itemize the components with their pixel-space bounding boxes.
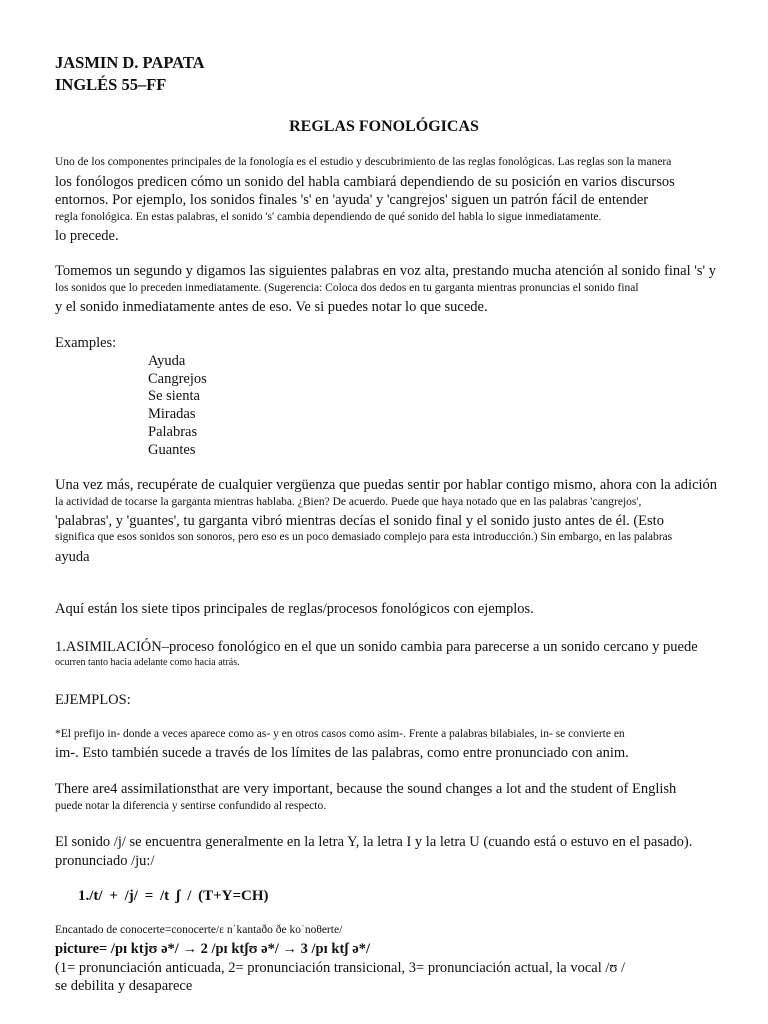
paragraph-1-line: entornos. Por ejemplo, los sonidos finales 's' en 'ayuda' y 'cangrejos' siguen un patrón fácil de entender bbox=[55, 192, 649, 208]
paragraph-3-line: significa que esos sonidos son sonoros, pero eso es un poco demasiado complejo para esta introducción.) Sin embargo, en las palabras bbox=[55, 531, 673, 543]
example-word: Guantes bbox=[148, 442, 196, 458]
pronunciation-note: (1= pronunciación anticuada, 2= pronunciación transicional, 3= pronunciación actual, la vocal /ʊ / bbox=[55, 960, 626, 976]
picture-example: picture= /pɪ ktjʊ ə*/ → 2 /pɪ ktʃʊ ə*/ → 3 /pɪ ktʃ ə*/ bbox=[55, 941, 371, 957]
paragraph-1-line: Uno de los componentes principales de la fonología es el estudio y descubrimiento de las reglas fonológicas. Las reglas son la manera bbox=[55, 156, 672, 168]
paragraph-2-line: Tomemos un segundo y digamos las siguientes palabras en voz alta, prestando mucha atención al sonido final 's' y bbox=[55, 263, 716, 279]
pronunciation-note: se debilita y desaparece bbox=[55, 978, 193, 994]
paragraph-2-line: los sonidos que lo preceden inmediatamente. (Sugerencia: Coloca dos dedos en tu garganta mientras pronuncias el sonido final bbox=[55, 282, 639, 294]
assimilation-formula: 1./t/ + /j/ = /t ʃ / (T+Y=CH) bbox=[78, 888, 269, 904]
paragraph-3-line: ayuda bbox=[55, 549, 90, 565]
example-word: Se sienta bbox=[148, 388, 200, 404]
types-intro: Aquí están los siete tipos principales de reglas/procesos fonológicos con ejemplos. bbox=[55, 601, 534, 617]
sound-j-note: pronunciado /ju:/ bbox=[55, 853, 155, 869]
assimilations-note: puede notar la diferencia y sentirse confundido al respecto. bbox=[55, 800, 327, 812]
asimilacion-definition: ocurren tanto hacia adelante como hacia atrás. bbox=[55, 657, 240, 668]
asimilacion-definition: 1.ASIMILACIÓN–proceso fonológico en el que un sonido cambia para parecerse a un sonido cercano y puede bbox=[55, 639, 698, 655]
assimilations-note: There are4 assimilationsthat are very important, because the sound changes a lot and the student of English bbox=[55, 781, 677, 797]
prefix-note: im-. Esto también sucede a través de los límites de las palabras, como entre pronunciado con anim. bbox=[55, 745, 629, 761]
encantado-example: Encantado de conocerte=conocerte/ɛ nˈkantaðo ðe koˈnoθerte/ bbox=[55, 924, 343, 936]
paragraph-3-line: 'palabras', y 'guantes', tu garganta vibró mientras decías el sonido final y el sonido justo antes de él. (Esto bbox=[55, 513, 664, 529]
course-name: INGLÉS 55–FF bbox=[55, 75, 167, 94]
page-title: REGLAS FONOLÓGICAS bbox=[289, 118, 479, 135]
sound-j-note: El sonido /j/ se encuentra generalmente en la letra Y, la letra I y la letra U (cuando está o estuvo en el pasado). bbox=[55, 834, 693, 850]
example-word: Ayuda bbox=[148, 353, 186, 369]
paragraph-1-line: los fonólogos predicen cómo un sonido del habla cambiará dependiendo de su posición en varios discursos bbox=[55, 174, 675, 190]
paragraph-3-line: Una vez más, recupérate de cualquier vergüenza que puedas sentir por hablar contigo mismo, ahora con la adición bbox=[55, 477, 718, 493]
author-name: JASMIN D. PAPATA bbox=[55, 53, 205, 72]
paragraph-1-line: lo precede. bbox=[55, 228, 119, 244]
ejemplos-label: EJEMPLOS: bbox=[55, 692, 131, 708]
paragraph-3-line: la actividad de tocarse la garganta mientras hablaba. ¿Bien? De acuerdo. Puede que haya notado que en las palabras 'cangrejos', bbox=[55, 496, 642, 508]
example-word: Cangrejos bbox=[148, 371, 207, 387]
examples-label: Examples: bbox=[55, 335, 117, 351]
paragraph-2-line: y el sonido inmediatamente antes de eso. Ve si puedes notar lo que sucede. bbox=[55, 299, 488, 315]
example-word: Palabras bbox=[148, 424, 198, 440]
prefix-note: *El prefijo in- donde a veces aparece como as- y en otros casos como asim-. Frente a palabras bilabiales, in- se convierte en bbox=[55, 728, 625, 740]
example-word: Miradas bbox=[148, 406, 196, 422]
paragraph-1-line: regla fonológica. En estas palabras, el sonido 's' cambia dependiendo de qué sonido del habla lo sigue inmediatamente. bbox=[55, 211, 602, 223]
